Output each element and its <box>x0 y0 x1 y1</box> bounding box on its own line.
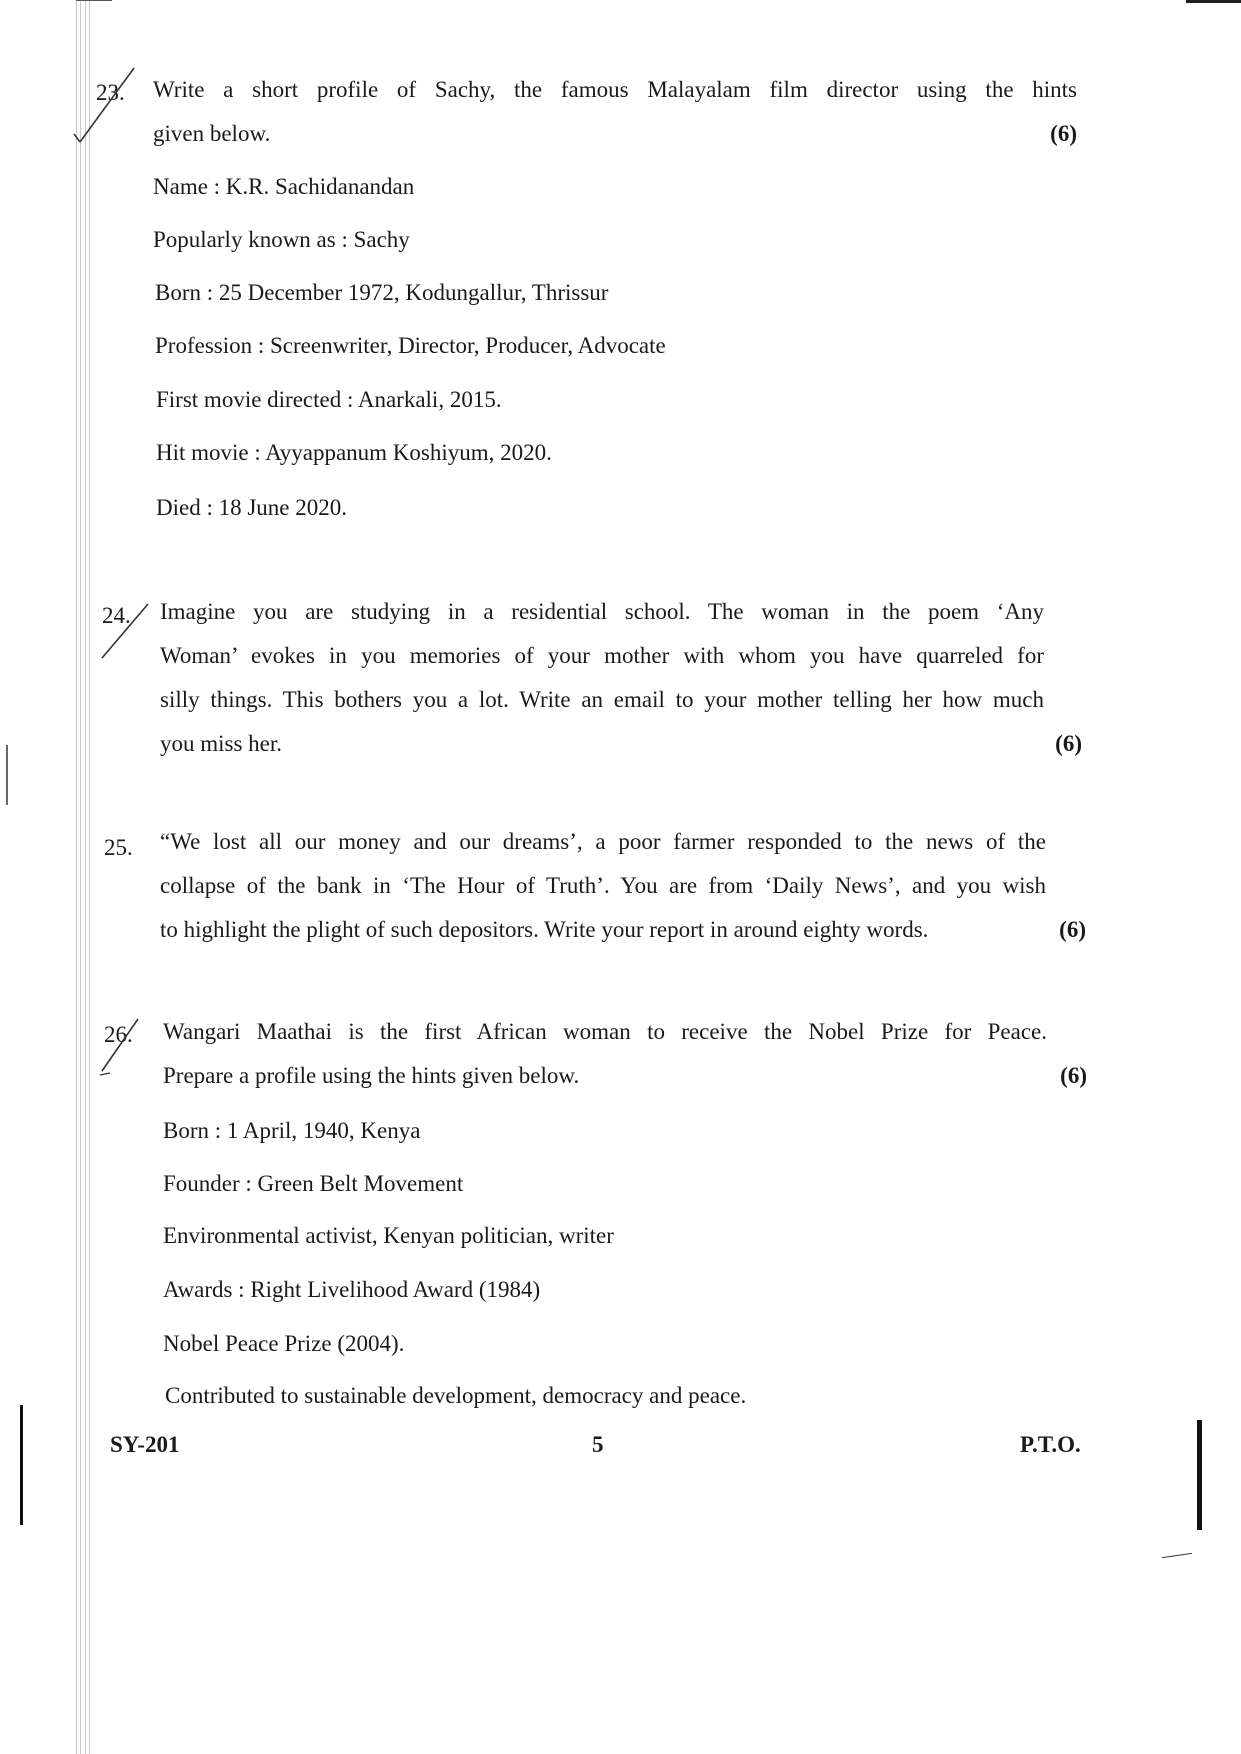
hint-line: Died : 18 June 2020. <box>156 495 348 520</box>
binding-line <box>80 0 81 1754</box>
question-text <box>160 820 1086 952</box>
question-line: collapse of the bank in ‘The Hour of Truth’. You are from ‘Daily News’, and you wish <box>160 873 1046 898</box>
question-line: Write a short profile of Sachy, the famous Malayalam film director using the hints <box>153 77 1077 102</box>
question-line: Prepare a profile using the hints given below. <box>163 1063 580 1088</box>
marks-label: (6) <box>1059 917 1086 942</box>
hint-line: Hit movie : Ayyappanum Koshiyum, 2020. <box>156 440 552 465</box>
question-line: Woman’ evokes in you memories of your mother with whom you have quarreled for <box>160 643 1044 668</box>
hint-line: Contributed to sustainable development, democracy and peace. <box>165 1383 747 1408</box>
scan-edge-mark-right <box>1197 1420 1202 1530</box>
hint-line: Awards : Right Livelihood Award (1984) <box>163 1277 541 1302</box>
question-line: Imagine you are studying in a residential school. The woman in the poem ‘Any <box>160 599 1044 624</box>
binding-line <box>76 0 77 1754</box>
scan-corner-line <box>1186 0 1241 3</box>
hint-line: Nobel Peace Prize (2004). <box>163 1331 405 1356</box>
question-line: you miss her. <box>160 731 283 756</box>
question-line: “We lost all our money and our dreams’, a poor farmer responded to the news of the <box>160 829 1046 854</box>
scan-dash <box>1162 1553 1192 1558</box>
question-line: given below. <box>153 121 271 146</box>
question-line: Wangari Maathai is the first African woman to receive the Nobel Prize for Peace. <box>163 1019 1047 1044</box>
exam-code: SY-201 <box>110 1432 180 1457</box>
hint-line: Founder : Green Belt Movement <box>163 1171 464 1196</box>
scan-edge-mark-left <box>20 1405 23 1525</box>
binding-line <box>89 0 90 1754</box>
scan-top-line <box>76 0 112 1</box>
hint-line: Born : 1 April, 1940, Kenya <box>163 1118 421 1143</box>
marks-label: (6) <box>1060 1063 1087 1088</box>
hint-line: Environmental activist, Kenyan politician, writer <box>163 1223 614 1248</box>
question-line: to highlight the plight of such depositors. Write your report in around eighty words. <box>160 917 929 942</box>
question-number: 23. <box>96 80 125 105</box>
question-number: 24. <box>102 603 131 628</box>
question-text <box>153 68 1077 156</box>
question-text <box>160 590 1082 766</box>
question-line: silly things. This bothers you a lot. Write an email to your mother telling her how much <box>160 687 1044 712</box>
hint-line: Name : K.R. Sachidanandan <box>153 174 415 199</box>
pto-label: P.T.O. <box>1020 1432 1081 1457</box>
hint-line: Popularly known as : Sachy <box>153 227 410 252</box>
binding-line <box>85 0 86 1754</box>
marks-label: (6) <box>1050 121 1077 146</box>
hint-line: First movie directed : Anarkali, 2015. <box>156 387 502 412</box>
page-number: 5 <box>592 1432 604 1457</box>
marks-label: (6) <box>1055 731 1082 756</box>
check-mark-icon <box>96 600 156 670</box>
question-number: 25. <box>104 835 133 860</box>
hint-line: Born : 25 December 1972, Kodungallur, Thrissur <box>155 280 609 305</box>
check-mark-icon <box>96 1015 146 1080</box>
scan-margin-mark <box>6 745 8 805</box>
hint-line: Profession : Screenwriter, Director, Producer, Advocate <box>155 333 666 358</box>
question-number: 26. <box>104 1022 133 1047</box>
question-text <box>163 1010 1087 1098</box>
check-mark-icon <box>72 62 142 152</box>
